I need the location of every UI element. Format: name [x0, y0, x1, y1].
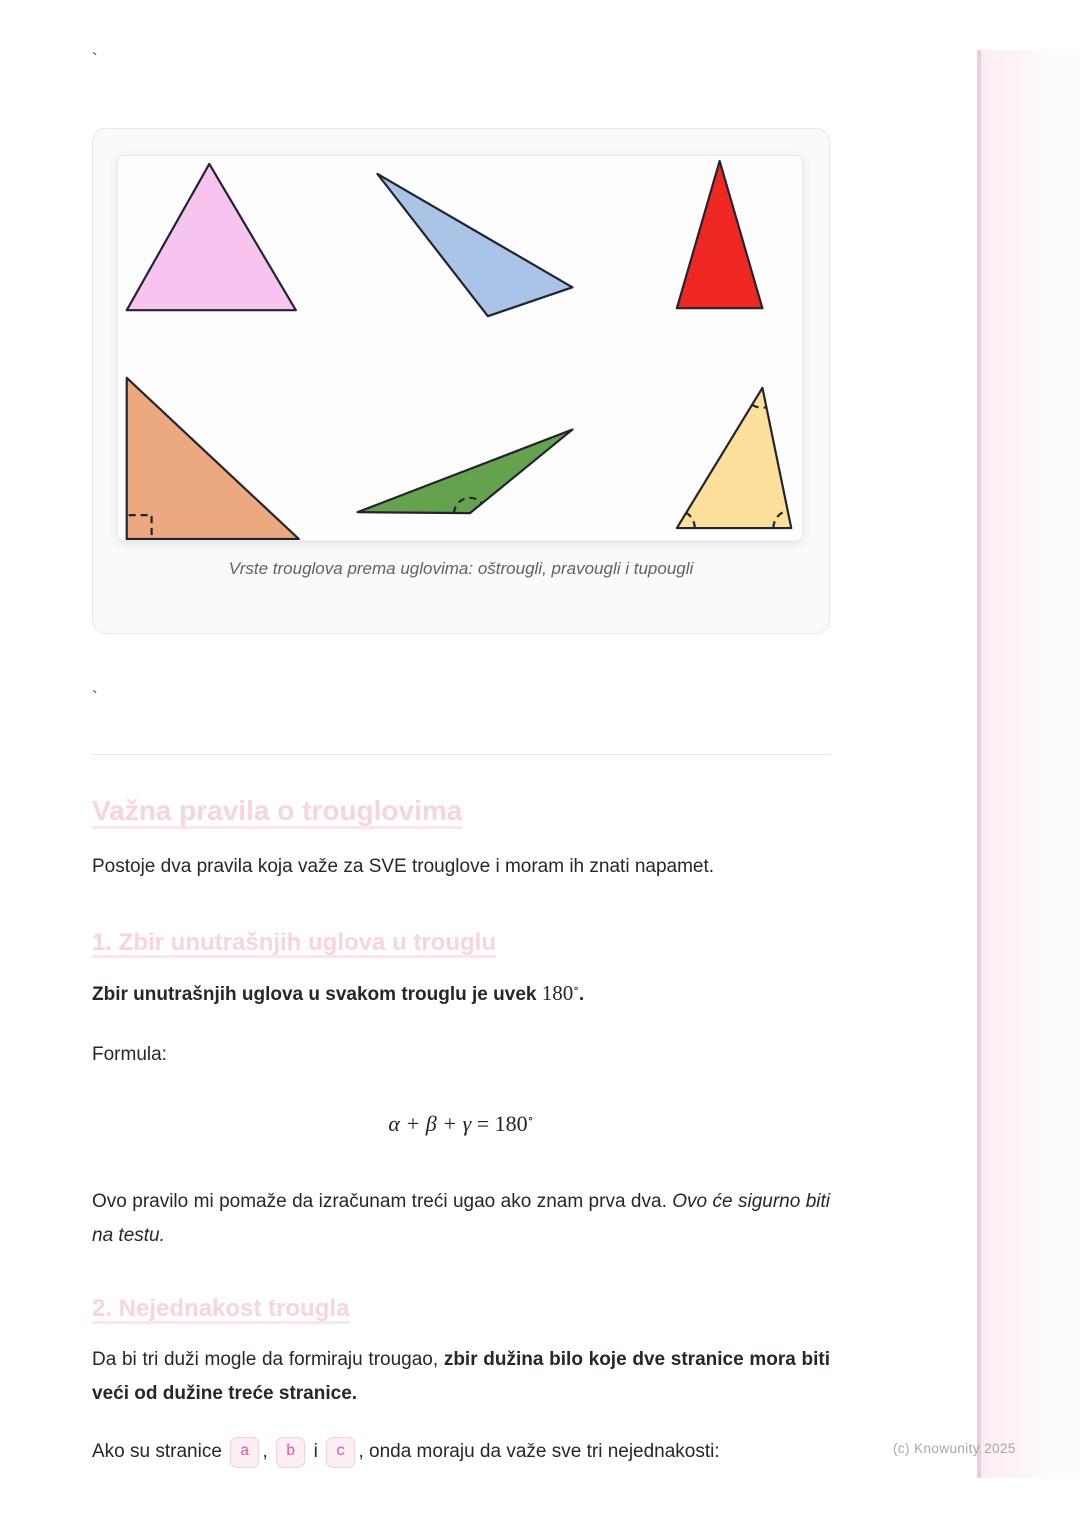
- rule2-lead-normal: Da bi tri duži mogle da formiraju trougao,: [92, 1349, 444, 1370]
- stray-backtick-top: `: [92, 50, 98, 69]
- sides-sep1: ,: [262, 1441, 274, 1462]
- rule1-statement-period: .: [578, 984, 585, 1005]
- rule1-statement-bold: Zbir unutrašnjih uglova u svakom trouglu je uvek: [92, 984, 542, 1005]
- document-content: [92, 0, 830, 1470]
- sides-paragraph: [92, 1435, 830, 1470]
- stray-backtick-middle: `: [92, 688, 98, 707]
- sides-before: Ako su stranice: [92, 1441, 228, 1462]
- orange-right-triangle: [127, 378, 299, 539]
- formula-value: 180: [494, 1111, 528, 1136]
- rule2-statement: [92, 1343, 830, 1411]
- inline-math-180: 180∘: [541, 981, 579, 1005]
- angle-sum-formula: [92, 1109, 830, 1139]
- figure-caption: Vrste trouglova prema uglovima: oštrougli, pravougli i tupougli: [228, 559, 694, 578]
- side-c-chip: c: [326, 1437, 355, 1468]
- rule1-statement: [92, 979, 830, 1009]
- yellow-acute-triangle: [677, 388, 791, 528]
- right-margin-band: [977, 50, 1080, 1478]
- pink-acute-triangle: [127, 164, 296, 310]
- triangle-figure-card: [92, 128, 830, 634]
- triangles-illustration: [118, 156, 802, 540]
- rule1-note-italic: Ovo će sigurno biti na testu.: [92, 1191, 830, 1246]
- side-b-chip: b: [276, 1437, 305, 1468]
- formula-lhs: α + β + γ: [388, 1111, 472, 1136]
- rule1-note-normal: Ovo pravilo mi pomaže da izračunam treći ugao ako znam prva dva.: [92, 1191, 673, 1212]
- degree-symbol: ∘: [573, 983, 579, 995]
- degree-symbol: ∘: [527, 1111, 534, 1126]
- section-divider: [92, 754, 830, 755]
- copyright-footer: (c) Knowunity 2025: [893, 1441, 1016, 1456]
- rule1-note: [92, 1185, 830, 1253]
- sides-sep2: i: [308, 1441, 324, 1462]
- triangle-figure-image: [117, 155, 803, 541]
- side-a-chip: a: [230, 1437, 259, 1468]
- sides-after: , onda moraju da važe sve tri nejednakosti:: [358, 1441, 720, 1462]
- blue-scalene-triangle: [377, 174, 572, 316]
- rule1-heading: 1. Zbir unutrašnjih uglova u trouglu: [92, 929, 496, 956]
- main-heading: Važna pravila o trouglovima: [92, 795, 463, 826]
- intro-paragraph: Postoje dva pravila koja važe za SVE trouglove i moram ih znati napamet.: [92, 856, 715, 877]
- formula-label: Formula:: [92, 1044, 167, 1065]
- rule2-heading: 2. Nejednakost trougla: [92, 1295, 350, 1322]
- green-obtuse-triangle: [358, 430, 573, 514]
- formula-equals: =: [471, 1111, 495, 1136]
- red-narrow-triangle: [677, 161, 763, 308]
- rule2-lead-bold: zbir dužina bilo koje dve stranice mora biti veći od dužine treće stranice.: [92, 1349, 830, 1404]
